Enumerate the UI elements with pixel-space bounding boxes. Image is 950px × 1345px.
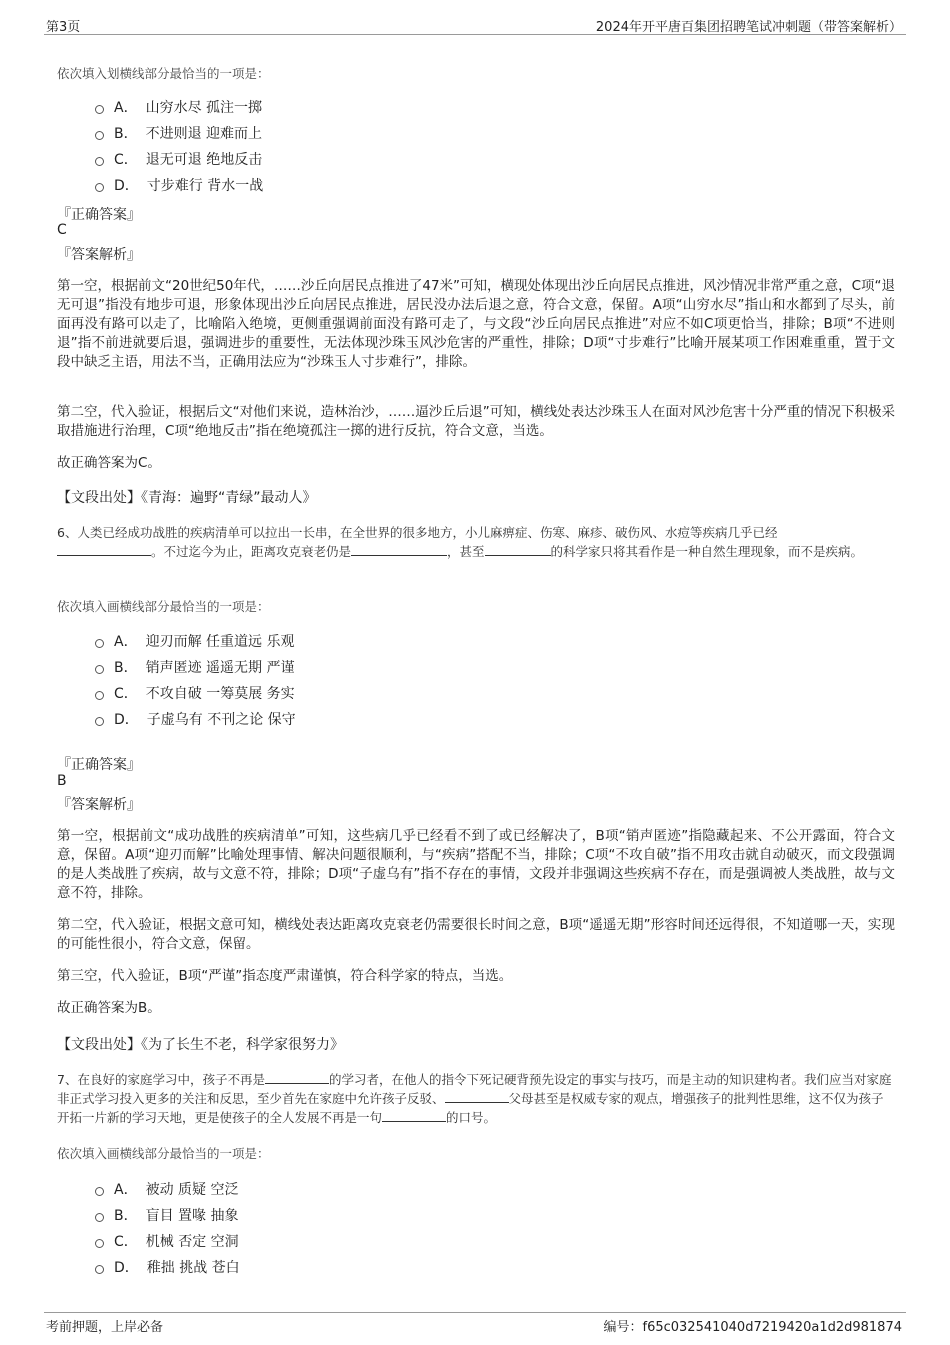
q6-analysis-para-2: 第二空，代入验证，根据文意可知，横线处表达距离攻克衰老仍需要很长时间之意，B项“遥遥无期”形容时间还远得很，不知道哪一天，实现的可能性很小，符合文意，保留。 xyxy=(57,917,895,952)
q7-option-b[interactable]: B． 盲目 置喙 抽象 xyxy=(95,1202,240,1228)
radio-icon[interactable] xyxy=(95,1239,104,1248)
blank-line xyxy=(382,1109,446,1122)
page-footer xyxy=(44,1312,906,1337)
q5-answer-label: 『正确答案』 xyxy=(57,207,141,223)
q6-option-a[interactable]: A． 迎刃而解 任重道远 乐观 xyxy=(95,628,296,654)
blank-line xyxy=(57,543,151,556)
q6-analysis-para-4: 故正确答案为B。 xyxy=(57,1000,161,1016)
q5-analysis-para-3: 故正确答案为C。 xyxy=(57,455,161,471)
radio-icon[interactable] xyxy=(95,639,104,648)
q6-question: 6、人类已经成功战胜的疾病清单可以拉出一长串，在全世界的很多地方，小儿麻痹症、伤寒、麻疹、破伤风、水痘等疾病几乎已经 。不过迄今为止，距离攻克衰老仍是 ，甚至 的科学家只将其看作是一种自然生理现象，而不是疾病。 xyxy=(57,525,864,559)
radio-icon[interactable] xyxy=(95,1213,104,1222)
q7-option-d[interactable]: D． 稚拙 挑战 苍白 xyxy=(95,1254,240,1280)
q6-analysis-label: 『答案解析』 xyxy=(57,797,141,813)
q6-analysis-para-1: 第一空，根据前文“成功战胜的疾病清单”可知，这些病几乎已经看不到了或已经解决了，B项“销声匿迹”指隐藏起来、不公开露面，符合文意，保留。A项“迎刃而解”比喻处理事情、解决问题很顺利，与“疾病”搭配不当，排除；C项“不攻自破”指不用攻击就自动破灭，而文段强调的是人类战胜了疾病，故与文意不符，排除；D项“子虚乌有”指不存在的事情，文段并非强调这些疾病不存在，而是强调被人类战胜，故与文意不符，排除。 xyxy=(57,828,895,901)
q6-option-d[interactable]: D． 子虚乌有 不刊之论 保守 xyxy=(95,706,296,732)
page-number: 第3页 xyxy=(46,20,81,35)
radio-icon[interactable] xyxy=(95,691,104,700)
radio-icon[interactable] xyxy=(95,717,104,726)
blank-line xyxy=(351,543,447,556)
q5-instruction: 依次填入划横线部分最恰当的一项是： xyxy=(57,66,270,81)
document-id: 编号：f65c032541040d7219420a1d2d981874 xyxy=(603,1320,902,1335)
q6-instruction: 依次填入画横线部分最恰当的一项是： xyxy=(57,599,270,614)
blank-line xyxy=(265,1071,329,1084)
radio-icon[interactable] xyxy=(95,1187,104,1196)
q5-option-c[interactable]: C． 退无可退 绝地反击 xyxy=(95,146,263,172)
q7-option-a[interactable]: A． 被动 质疑 空泛 xyxy=(95,1176,240,1202)
q5-analysis-para-2: 第二空，代入验证，根据后文“对他们来说，造林治沙，……逼沙丘后退”可知，横线处表达沙珠玉人在面对风沙危害十分严重的情况下积极采取措施进行治理，C项“绝地反击”指在绝境孤注一掷的进行反抗，符合文意，当选。 xyxy=(57,404,895,439)
q5-option-d[interactable]: D． 寸步难行 背水一战 xyxy=(95,172,263,198)
q6-answer-label: 『正确答案』 xyxy=(57,757,141,773)
q5-analysis-para-1: 第一空，根据前文“20世纪50年代，……沙丘向居民点推进了47米”可知，横现处体现出沙丘向居民点推进，风沙情况非常严重之意，C项“退无可退”指没有地步可退，形象体现出沙丘向居民点推进，居民没办法后退之意，符合文意，保留。A项“山穷水尽”指山和水都到了尽头，前面再没有路可以走了，比喻陷入绝境，更侧重强调前面没有路可走了，与文段“沙丘向居民点推进”对应不如C项更恰当，排除；B项“不进则退”指不前进就要后退，强调进步的重要性，无法体现沙珠玉风沙危害的严重性，排除；D项“寸步难行”比喻开展某项工作困难重重，置于文段中缺乏主语，用法不当，正确用法应为“沙珠玉人寸步难行”，排除。 xyxy=(57,278,895,370)
radio-icon[interactable] xyxy=(95,105,104,114)
q6-options xyxy=(95,628,296,732)
q6-option-b[interactable]: B． 销声匿迹 遥遥无期 严谨 xyxy=(95,654,296,680)
q5-answer: C xyxy=(57,222,67,238)
q5-option-a[interactable]: A． 山穷水尽 孤注一掷 xyxy=(95,94,263,120)
document-title: 2024年开平唐百集团招聘笔试冲刺题（带答案解析） xyxy=(595,20,902,35)
q7-instruction: 依次填入画横线部分最恰当的一项是： xyxy=(57,1146,270,1161)
q7-option-c[interactable]: C． 机械 否定 空洞 xyxy=(95,1228,240,1254)
radio-icon[interactable] xyxy=(95,1265,104,1274)
radio-icon[interactable] xyxy=(95,131,104,140)
radio-icon[interactable] xyxy=(95,183,104,192)
blank-line xyxy=(485,543,551,556)
q6-source: 【文段出处】《为了长生不老，科学家很努力》 xyxy=(57,1037,344,1053)
q5-options xyxy=(95,94,263,198)
q6-answer: B xyxy=(57,773,67,789)
q5-option-b[interactable]: B． 不进则退 迎难而上 xyxy=(95,120,263,146)
radio-icon[interactable] xyxy=(95,665,104,674)
q6-analysis-para-3: 第三空，代入验证，B项“严谨”指态度严肃谨慎，符合科学家的特点，当选。 xyxy=(57,968,513,984)
blank-line xyxy=(445,1090,509,1103)
q7-question: 7、在良好的家庭学习中，孩子不再是 的学习者，在他人的指令下死记硬背预先设定的事实与技巧，而是主动的知识建构者。我们应当对家庭非正式学习投入更多的关注和反思，至少首先在家庭中允许孩子反驳、 父母甚至是权威专家的观点，增强孩子的批判性思维，这不仅为孩子开拓一片新的学习天地，更是使孩子的全人发展不再是一句 的口号。 xyxy=(57,1072,892,1125)
q6-option-c[interactable]: C． 不攻自破 一筹莫展 务实 xyxy=(95,680,296,706)
footer-slogan: 考前押题，上岸必备 xyxy=(46,1320,164,1335)
q5-analysis-label: 『答案解析』 xyxy=(57,247,141,263)
q5-source: 【文段出处】《青海：遍野“青绿”最动人》 xyxy=(57,490,317,506)
q7-options xyxy=(95,1176,240,1280)
page-header xyxy=(44,10,906,35)
radio-icon[interactable] xyxy=(95,157,104,166)
